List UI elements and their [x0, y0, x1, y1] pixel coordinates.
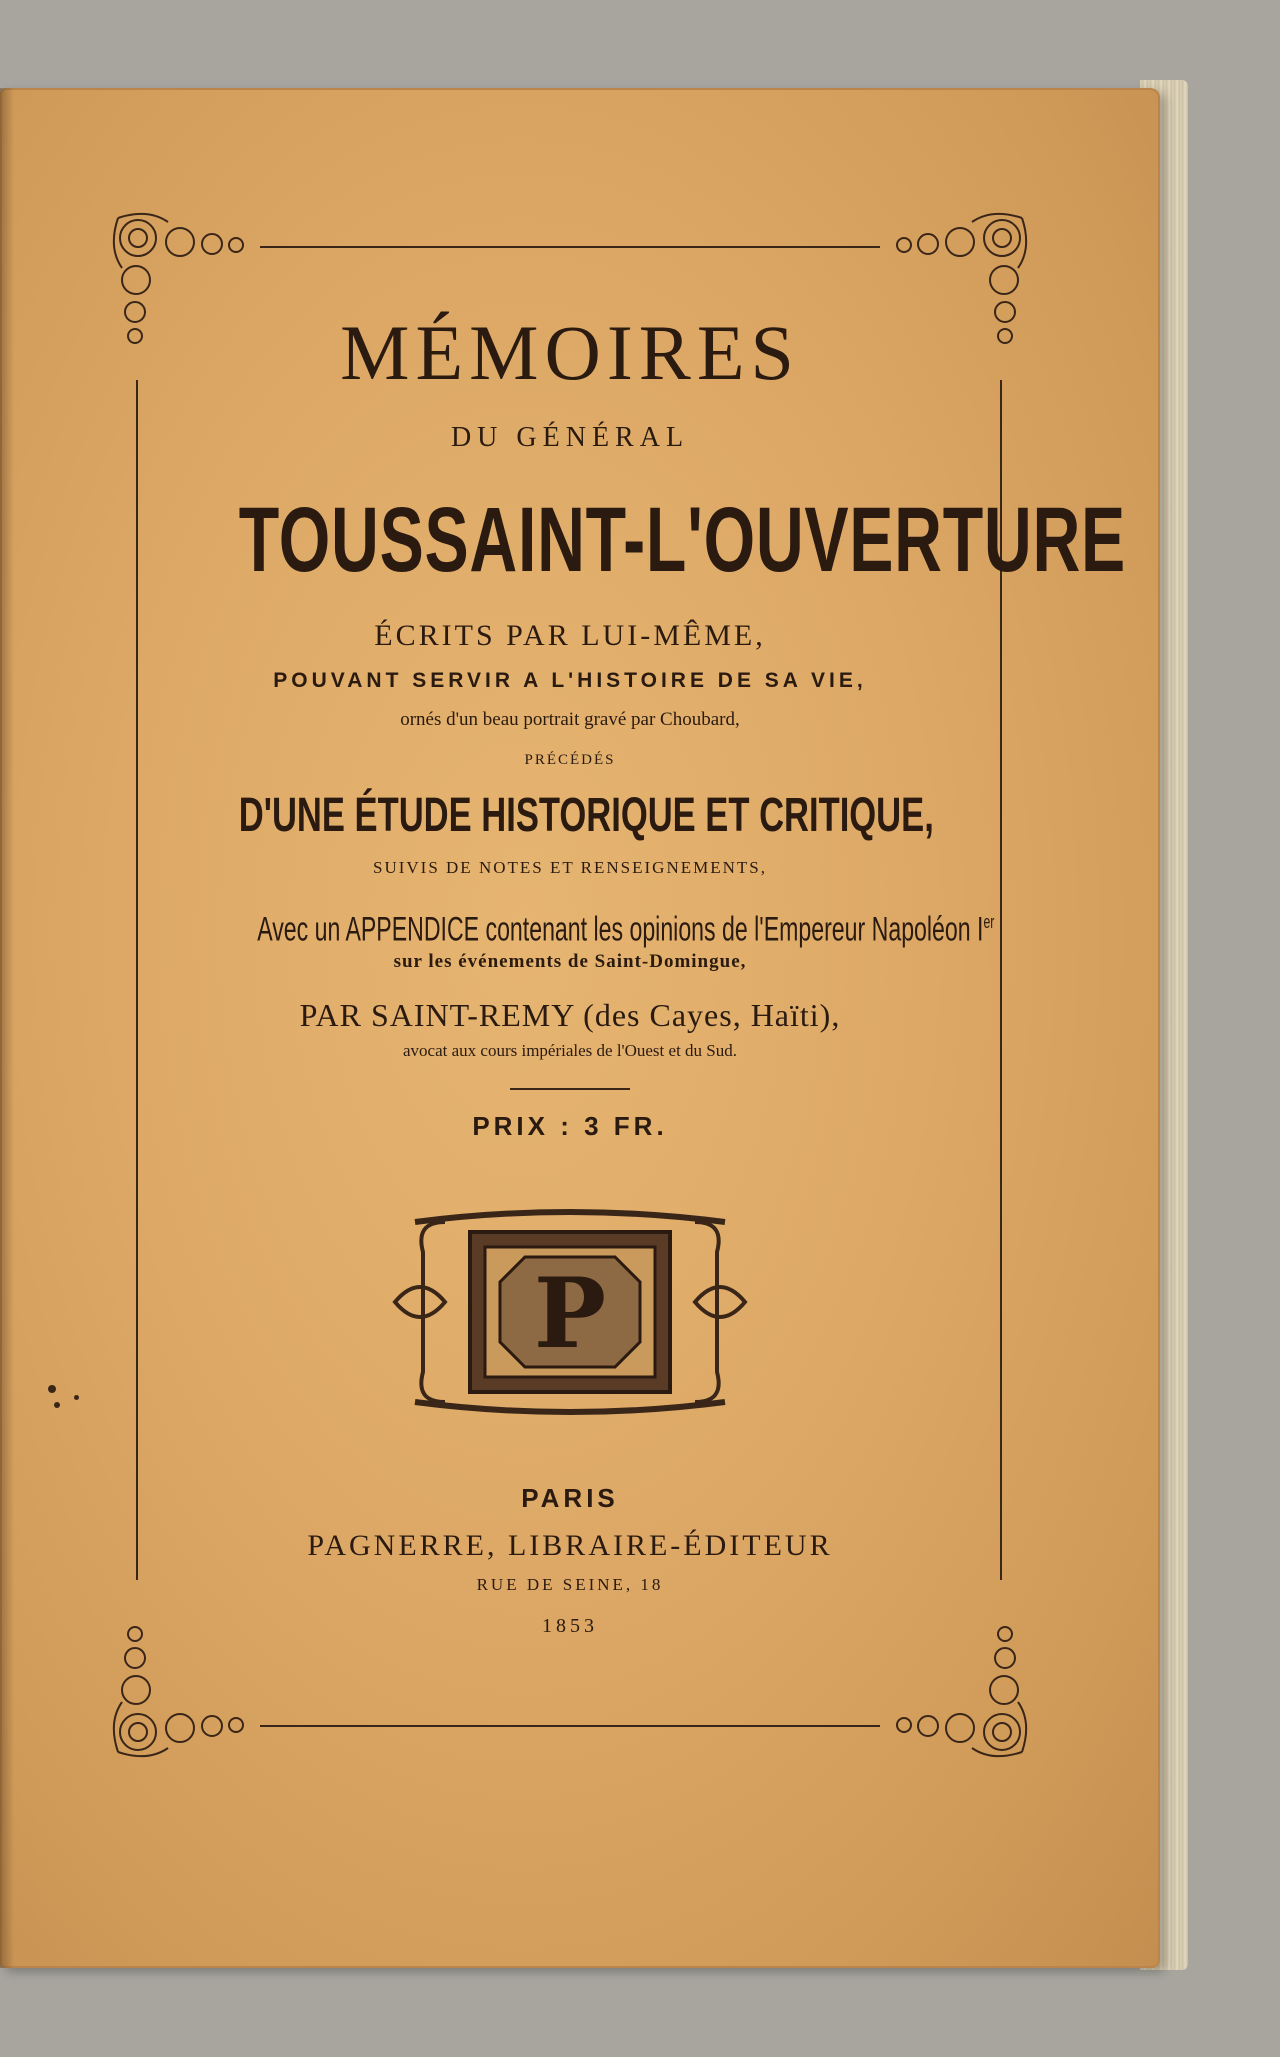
- followed-line: SUIVIS DE NOTES ET RENSEIGNEMENTS,: [373, 858, 767, 877]
- author-line: PAR SAINT-REMY (des Cayes, Haïti),: [299, 997, 841, 1033]
- ink-speck: [48, 1385, 56, 1393]
- price-line: PRIX : 3 FR.: [472, 1111, 668, 1141]
- study-line: D'UNE ÉTUDE HISTORIQUE ET CRITIQUE,: [238, 789, 934, 842]
- frame-top-rule: [260, 246, 880, 248]
- publisher-emblem: [375, 1202, 765, 1422]
- title: MÉMOIRES: [340, 309, 800, 396]
- preceded-line: PRÉCÉDÉS: [524, 752, 616, 768]
- title-page: [110, 300, 1126, 1640]
- separator-rule: [510, 1088, 630, 1090]
- events-line: sur les événements de Saint-Domingue,: [393, 951, 747, 972]
- ink-speck: [74, 1395, 79, 1400]
- portrait-line: ornés d'un beau portrait gravé par Choubard,: [400, 709, 740, 730]
- city-line: PARIS: [521, 1483, 619, 1513]
- appendix-line: [257, 900, 995, 949]
- appendix-text: Avec un APPENDICE contenant les opinions de l'Empereur Napoléon I: [257, 910, 984, 949]
- subject-name: TOUSSAINT-L'OUVERTURE: [238, 489, 1126, 591]
- subtitle: DU GÉNÉRAL: [450, 422, 690, 453]
- year-line: 1853: [542, 1615, 598, 1637]
- author-role-line: avocat aux cours impériales de l'Ouest et du Sud.: [403, 1041, 737, 1060]
- spine-shadow: [0, 88, 14, 1968]
- appendix-superscript: er: [983, 912, 995, 932]
- frame-bottom-rule: [260, 1725, 880, 1727]
- ink-speck: [54, 1402, 60, 1408]
- address-line: RUE DE SEINE, 18: [476, 1575, 664, 1594]
- purpose-line: POUVANT SERVIR A L'HISTOIRE DE SA VIE,: [273, 669, 867, 692]
- written-by-line: ÉCRITS PAR LUI-MÊME,: [374, 619, 766, 652]
- emblem-letter: P: [533, 1257, 607, 1370]
- publisher-line: PAGNERRE, LIBRAIRE-ÉDITEUR: [307, 1529, 833, 1562]
